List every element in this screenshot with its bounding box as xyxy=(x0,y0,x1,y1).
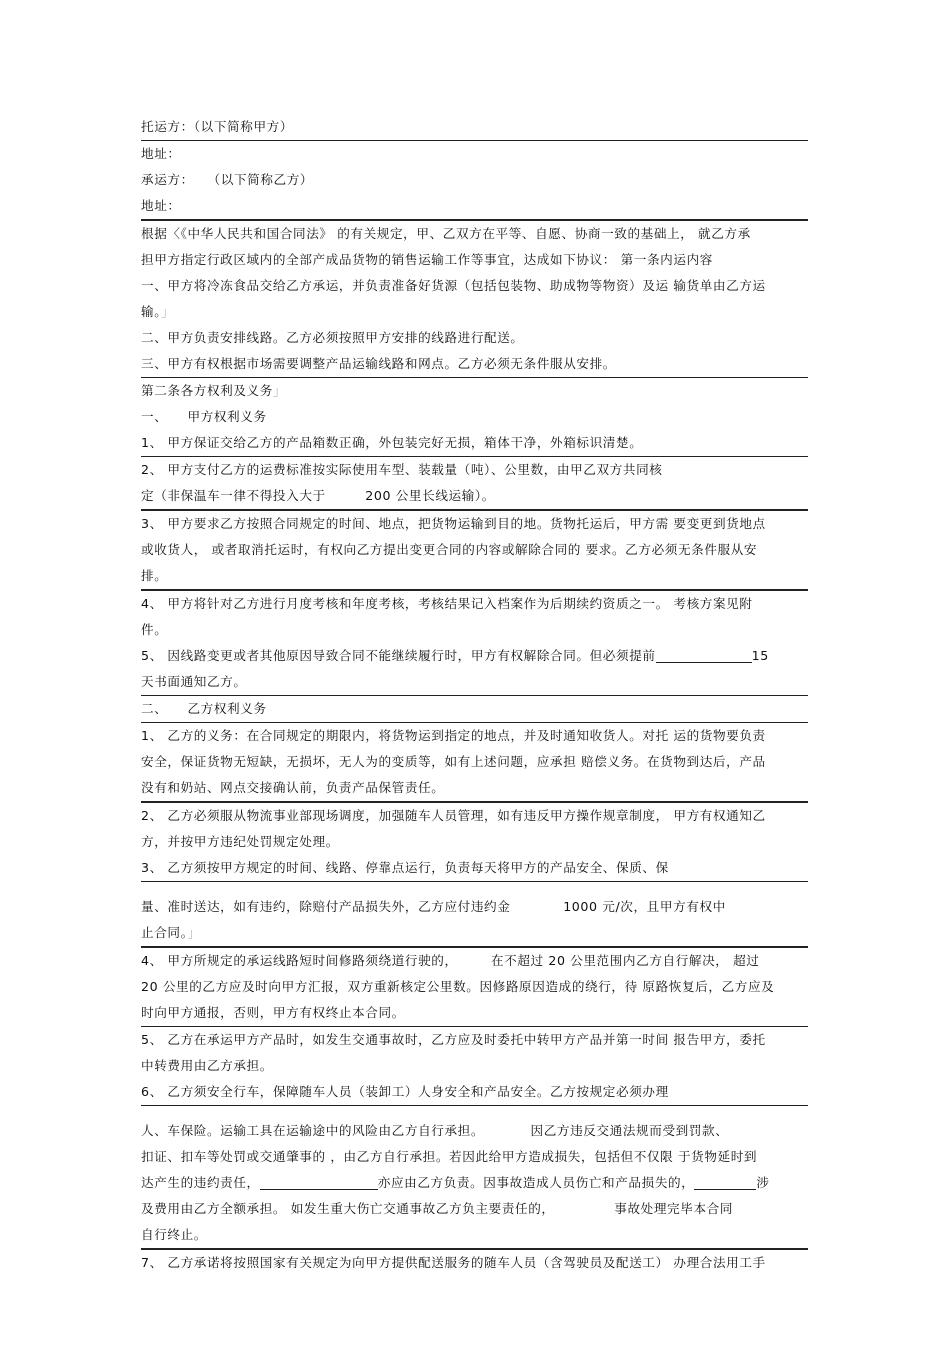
contract-line xyxy=(141,141,808,167)
contract-line xyxy=(141,1144,808,1170)
line-text: 地址： xyxy=(141,146,181,161)
line-text: 达产生的违约责任， xyxy=(141,1175,260,1190)
contract-line xyxy=(141,749,808,775)
contract-page xyxy=(141,114,808,1276)
contract-line xyxy=(141,537,808,563)
contract-line xyxy=(141,829,808,855)
contract-line xyxy=(141,894,808,920)
fill-blank xyxy=(260,1175,378,1190)
paragraph-gap xyxy=(141,882,808,894)
line-text: 2、 甲方支付乙方的运费标准按实际使用车型、装载量（吨）、公里数，由甲乙双方共同核 xyxy=(141,462,663,477)
contract-line xyxy=(141,948,808,974)
contract-line xyxy=(141,1079,808,1106)
line-text-after-blank: 涉 xyxy=(756,1175,770,1190)
contract-line xyxy=(141,351,808,378)
contract-line xyxy=(141,696,808,723)
line-text: 时向甲方通报，否则，甲方有权终止本合同。 xyxy=(141,1005,405,1020)
contract-line xyxy=(141,430,808,457)
paragraph-gap xyxy=(141,1106,808,1118)
line-text: 承运方： （以下简称乙方） xyxy=(141,172,314,187)
line-text: 中转费用由乙方承担。 xyxy=(141,1058,273,1073)
line-text: 5、 乙方在承运甲方产品时，如发生交通事故时，乙方应及时委托中转甲方产品并第一时间 报告甲方，委托 xyxy=(141,1032,766,1047)
line-text: 二、 乙方权利义务 xyxy=(141,701,267,716)
contract-line xyxy=(141,511,808,537)
contract-line xyxy=(141,723,808,749)
contract-line xyxy=(141,247,808,273)
line-text: 止合同。 xyxy=(141,925,188,940)
line-text-after-blank: 15 xyxy=(751,648,769,663)
line-text: 安全，保证货物无短缺，无损坏，无人为的变质等，如有上述问题，应承担 赔偿义务。在货物到达后，产品 xyxy=(141,754,766,769)
fill-blank xyxy=(656,648,752,663)
line-text: 20 公里的乙方应及时向甲方汇报，双方重新核定公里数。因修路原因造成的绕行，待 原路恢复后，乙方应及 xyxy=(141,979,775,994)
contract-line xyxy=(141,643,808,669)
line-text: 一、甲方将冷冻食品交给乙方承运，并负责准备好货源（包括包装物、助成物等物资）及运 输货单由乙方运 xyxy=(141,278,766,293)
line-text: 根据〈《中华人民共和国合同法》 的有关规定，甲、乙双方在平等、自愿、协商一致的基础上， 就乙方承 xyxy=(141,226,751,241)
contract-line xyxy=(141,299,808,325)
contract-line xyxy=(141,457,808,483)
line-text: 1、 乙方的义务：在合同规定的期限内，将货物运到指定的地点，并及时通知收货人。对托 运的货物要负责 xyxy=(141,728,766,743)
line-text: 扣证、扣车等处罚或交通肇事的 ，由乙方自行承担。若因此给甲方造成损失，包括但不仅限 于货物延时到 xyxy=(141,1149,758,1164)
line-text: 3、 乙方须按甲方规定的时间、线路、停靠点运行，负责每天将甲方的产品安全、保质、保 xyxy=(141,860,669,875)
line-text: 1、 甲方保证交给乙方的产品箱数正确，外包装完好无损，箱体干净，外箱标识清楚。 xyxy=(141,435,643,450)
contract-line xyxy=(141,1170,808,1196)
contract-line xyxy=(141,404,808,430)
line-text: 一、 甲方权利义务 xyxy=(141,409,267,424)
contract-line xyxy=(141,114,808,141)
line-text: 担甲方指定行政区域内的全部产成品货物的销售运输工作等事宜，达成如下协议： 第一条内运内容 xyxy=(141,252,713,267)
line-text: 6、 乙方须安全行车，保障随车人员（装卸工）人身安全和产品安全。乙方按规定必须办理 xyxy=(141,1084,669,1099)
fill-blank xyxy=(694,1175,756,1190)
line-text: 二、甲方负责安排线路。乙方必须按照甲方安排的线路进行配送。 xyxy=(141,330,524,345)
line-text: 量、准时送达，如有违约，除赔付产品损失外，乙方应付违约金 1000 元/次，且甲方有权中 xyxy=(141,899,726,914)
line-text: 3、 甲方要求乙方按照合同规定的时间、地点，把货物运输到目的地。货物托运后，甲方需 要变更到货地点 xyxy=(141,516,766,531)
contract-line xyxy=(141,1196,808,1222)
line-text: 件。 xyxy=(141,622,168,637)
line-text: 定（非保温车一律不得投入大于 200 公里长线运输）。 xyxy=(141,488,495,503)
contract-line xyxy=(141,617,808,643)
contract-line xyxy=(141,563,808,591)
line-text: 天书面通知乙方。 xyxy=(141,674,247,689)
line-text: 5、 因线路变更或者其他原因导致合同不能继续履行时，甲方有权解除合同。但必须提前 xyxy=(141,648,656,663)
contract-line xyxy=(141,193,808,221)
contract-line xyxy=(141,483,808,511)
line-text: 托运方：（以下简称甲方） xyxy=(141,119,294,134)
contract-line xyxy=(141,669,808,696)
line-text: 地址： xyxy=(141,198,181,213)
contract-line xyxy=(141,1000,808,1027)
contract-line xyxy=(141,167,808,193)
contract-line xyxy=(141,974,808,1000)
contract-line xyxy=(141,803,808,829)
contract-line xyxy=(141,591,808,617)
contract-line xyxy=(141,378,808,404)
line-text: 及费用由乙方全额承担。 如发生重大伤亡交通事故乙方负主要责任的， 事故处理完毕本合同 xyxy=(141,1201,734,1216)
line-text: 没有和奶站、网点交接确认前，负责产品保管责任。 xyxy=(141,780,445,795)
line-text: 输。 xyxy=(141,304,162,319)
contract-line xyxy=(141,221,808,247)
line-text: 排。 xyxy=(141,568,168,583)
line-text: 2、 乙方必须服从物流事业部现场调度，加强随车人员管理，如有违反甲方操作规章制度， 甲方有权通知乙 xyxy=(141,808,766,823)
edit-mark: 」 xyxy=(161,304,175,319)
line-text: 三、甲方有权根据市场需要调整产品运输线路和网点。乙方必须无条件服从安排。 xyxy=(141,356,616,371)
line-text: 自行终止。 xyxy=(141,1227,207,1242)
contract-line xyxy=(141,775,808,803)
contract-line xyxy=(141,1222,808,1250)
line-text: 方，并按甲方违纪处罚规定处理。 xyxy=(141,834,339,849)
contract-line xyxy=(141,273,808,299)
line-text-after-blank: 亦应由乙方负责。因事故造成人员伤亡和产品损失的， xyxy=(377,1175,695,1190)
line-text: 第二条各方权利及义务 xyxy=(141,383,273,398)
line-text: 4、 甲方将针对乙方进行月度考核和年度考核，考核结果记入档案作为后期续约资质之一。 考核方案见附 xyxy=(141,596,753,611)
contract-line xyxy=(141,855,808,882)
contract-line xyxy=(141,1250,808,1276)
edit-mark: 」 xyxy=(187,925,201,940)
line-text: 4、 甲方所规定的承运线路短时间修路须绕道行驶的， 在不超过 20 公里范围内乙方自行解决， 超过 xyxy=(141,953,760,968)
contract-line xyxy=(141,1027,808,1053)
contract-line xyxy=(141,1118,808,1144)
contract-line xyxy=(141,325,808,351)
edit-mark: 」 xyxy=(272,383,287,398)
line-text: 或收货人， 或者取消托运时，有权向乙方提出变更合同的内容或解除合同的 要求。乙方必须无条件服从安 xyxy=(141,542,758,557)
line-text: 7、 乙方承诺将按照国家有关规定为向甲方提供配送服务的随车人员（含驾驶员及配送工） 办理合法用工手 xyxy=(141,1255,766,1270)
contract-line xyxy=(141,920,808,948)
line-text: 人、车保险。运输工具在运输途中的风险由乙方自行承担。 因乙方违反交通法规而受到罚款、 xyxy=(141,1123,729,1138)
contract-line xyxy=(141,1053,808,1079)
